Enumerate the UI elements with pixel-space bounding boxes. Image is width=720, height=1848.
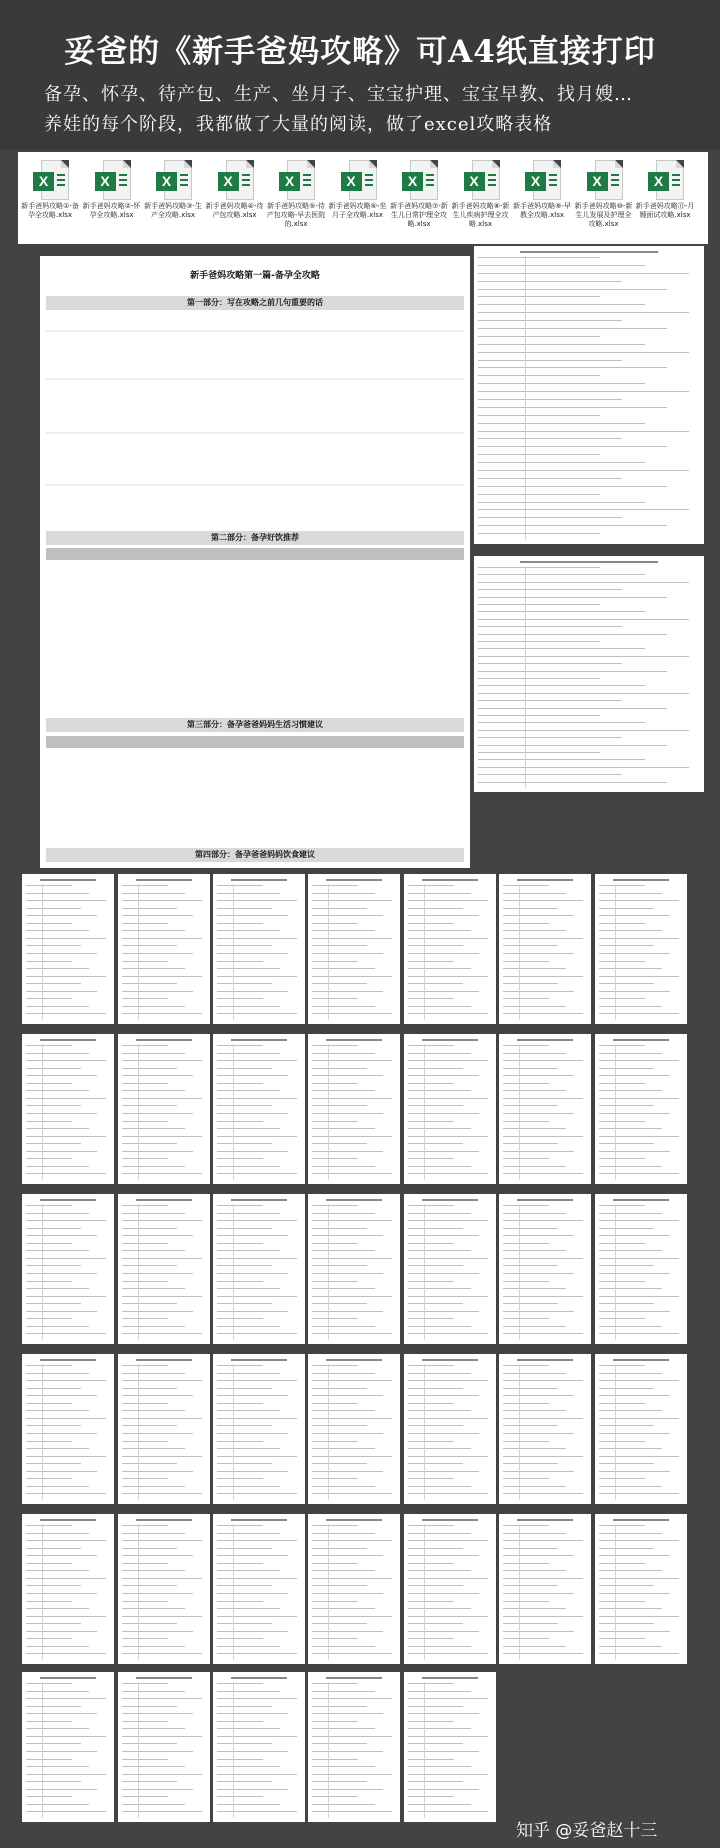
page-thumbnail — [499, 1514, 591, 1664]
file-item[interactable] — [451, 160, 511, 229]
page-thumbnail — [118, 1514, 210, 1664]
excel-icon: X — [95, 160, 129, 200]
page-thumbnail — [22, 1514, 114, 1664]
subtitle-line-1: 备孕、怀孕、待产包、生产、坐月子、宝宝护理、宝宝早教、找月嫂… — [44, 84, 633, 105]
excel-icon: X — [525, 160, 559, 200]
page-thumbnail — [22, 874, 114, 1024]
page-thumbnail — [22, 1194, 114, 1344]
excel-icon: X — [341, 160, 375, 200]
page-thumbnail — [213, 1354, 305, 1504]
file-name: 新手爸妈攻略②-怀孕全攻略.xlsx — [82, 202, 141, 219]
page-thumbnail — [499, 1034, 591, 1184]
file-name: 新手爸妈攻略⑥-坐月子全攻略.xlsx — [328, 202, 387, 219]
excel-file-list — [18, 152, 708, 244]
page-thumbnail — [404, 1672, 496, 1822]
file-item[interactable] — [635, 160, 695, 220]
preview-part3: 第三部分：备孕爸爸妈妈生活习惯建议 — [187, 720, 323, 729]
excel-icon: X — [279, 160, 313, 200]
page-thumbnail — [499, 1194, 591, 1344]
page-thumbnail — [213, 874, 305, 1024]
page-thumbnail — [404, 1514, 496, 1664]
file-name: 新手爸妈攻略⑨-早教全攻略.xlsx — [513, 202, 571, 219]
excel-icon: X — [33, 160, 67, 200]
divider — [46, 484, 464, 486]
file-item[interactable] — [328, 160, 388, 220]
table-header — [46, 736, 464, 748]
page-thumbnail — [404, 1194, 496, 1344]
divider — [46, 330, 464, 332]
subtitle-line-2: 养娃的每个阶段，我都做了大量的阅读，做了excel攻略表格 — [44, 114, 553, 135]
file-name: 新手爸妈攻略⑩-新生儿发展及护理全攻略.xlsx — [574, 202, 633, 228]
excel-icon: X — [648, 160, 682, 200]
file-name: 新手爸妈攻略①-备孕全攻略.xlsx — [21, 202, 79, 219]
page-thumbnail — [499, 874, 591, 1024]
table-header — [46, 548, 464, 560]
page-thumbnail — [595, 1514, 687, 1664]
file-item[interactable] — [143, 160, 203, 220]
page-title: 妥爸的《新手爸妈攻略》可A4纸直接打印 — [64, 34, 656, 70]
file-name: 新手爸妈攻略⑤-待产包攻略-早去医院的.xlsx — [266, 202, 326, 228]
file-item[interactable] — [574, 160, 634, 229]
excel-icon: X — [402, 160, 436, 200]
file-item[interactable] — [205, 160, 265, 220]
page-thumbnail — [308, 1514, 400, 1664]
file-item[interactable] — [266, 160, 326, 229]
page-thumbnail — [474, 556, 704, 792]
file-name: 新手爸妈攻略④-待产包攻略.xlsx — [205, 202, 264, 219]
page-thumbnail — [595, 1034, 687, 1184]
page-thumbnail — [118, 1354, 210, 1504]
page-thumbnail — [595, 874, 687, 1024]
page-thumbnail — [595, 1354, 687, 1504]
watermark: 知乎 @妥爸赵十三 — [516, 1821, 658, 1841]
page-thumbnail — [308, 1034, 400, 1184]
page-thumbnail — [308, 1194, 400, 1344]
page-thumbnail — [118, 1194, 210, 1344]
page-thumbnail — [404, 1354, 496, 1504]
divider — [46, 378, 464, 380]
page-thumbnail — [118, 874, 210, 1024]
file-name: 新手爸妈攻略⑦-新生儿日常护理全攻略.xlsx — [390, 202, 448, 228]
page-thumbnail — [474, 246, 704, 544]
page-thumbnail — [118, 1672, 210, 1822]
preview-part2: 第二部分：备孕好饮推荐 — [211, 533, 299, 542]
page-thumbnail — [404, 1034, 496, 1184]
spreadsheet-preview-main — [40, 256, 470, 868]
page-thumbnail — [308, 1672, 400, 1822]
page-thumbnail — [308, 1354, 400, 1504]
preview-part1: 第一部分：写在攻略之前几句重要的话 — [187, 298, 323, 307]
page-thumbnail — [118, 1034, 210, 1184]
file-name: 新手爸妈攻略⑧-新生儿疾病护理全攻略.xlsx — [451, 202, 510, 228]
page-thumbnail — [22, 1354, 114, 1504]
excel-icon: X — [464, 160, 498, 200]
page-thumbnail — [22, 1034, 114, 1184]
file-item[interactable] — [512, 160, 572, 220]
file-name: 新手爸妈攻略③-生产全攻略.xlsx — [144, 202, 202, 219]
file-item[interactable] — [82, 160, 142, 220]
page-thumbnail — [404, 874, 496, 1024]
page-thumbnail — [499, 1354, 591, 1504]
excel-icon: X — [587, 160, 621, 200]
excel-icon: X — [156, 160, 190, 200]
file-name: 新手爸妈攻略⑪-月嫂面试攻略.xlsx — [635, 202, 695, 219]
page-thumbnail — [22, 1672, 114, 1822]
page-thumbnail — [213, 1672, 305, 1822]
page-thumbnail — [213, 1034, 305, 1184]
excel-icon: X — [218, 160, 252, 200]
file-item[interactable] — [20, 160, 80, 220]
page-thumbnail — [308, 874, 400, 1024]
file-item[interactable] — [389, 160, 449, 229]
preview-doc-title: 新手爸妈攻略第一篇-备孕全攻略 — [190, 271, 320, 281]
page-thumbnail — [595, 1194, 687, 1344]
page-thumbnail — [213, 1194, 305, 1344]
preview-part4: 第四部分：备孕爸爸妈妈饮食建议 — [195, 850, 315, 859]
divider — [46, 432, 464, 434]
page-thumbnail — [213, 1514, 305, 1664]
